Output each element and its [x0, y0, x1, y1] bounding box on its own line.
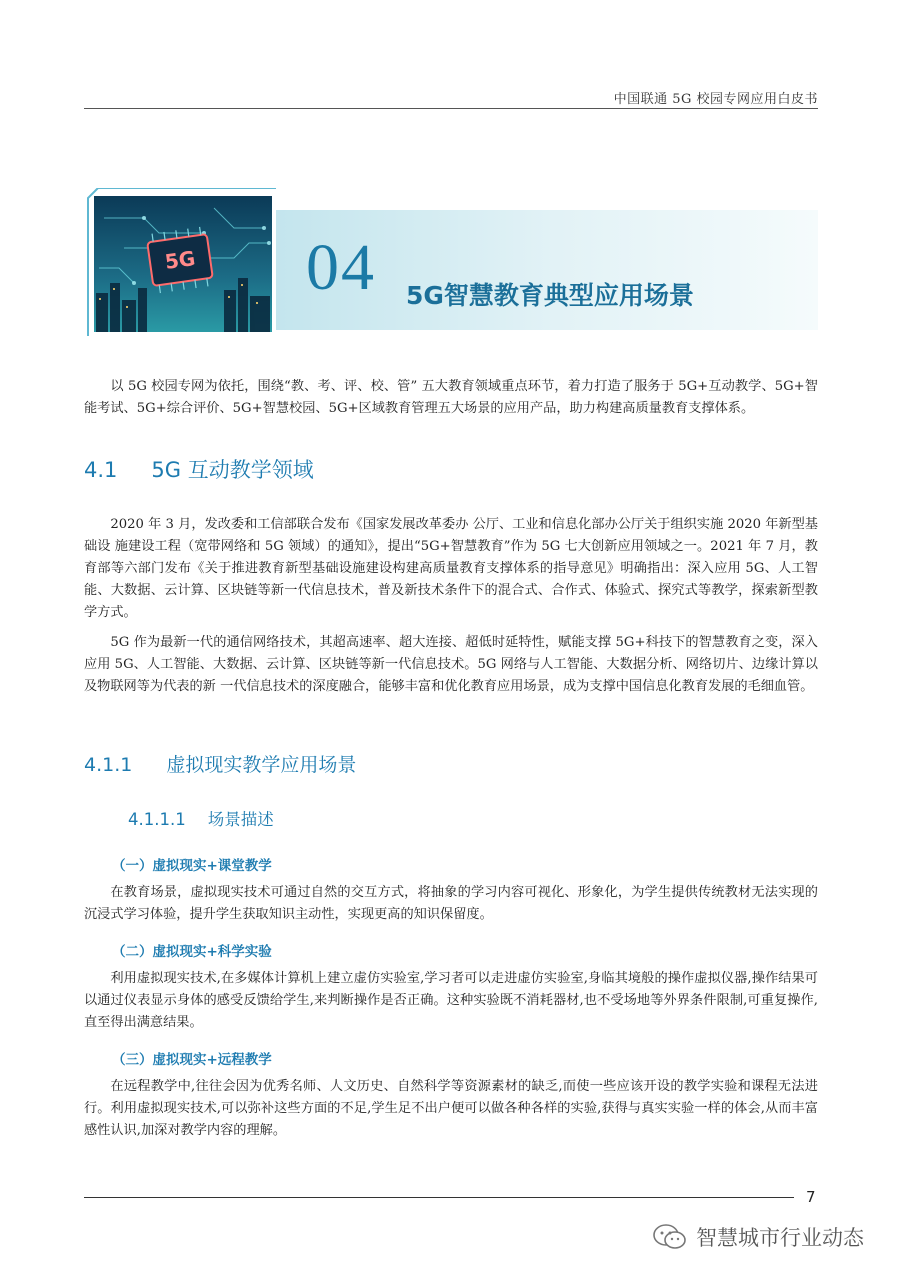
paragraph-vr-science: 利用虚拟现实技术,在多媒体计算机上建立虚仿实验室,学习者可以走进虚仿实验室,身临其境般的操作虚拟仪器,操作结果可以通过仪表显示身体的感受反馈给学生,来判断操作是否正确。这种实验既不消耗器材,也不受场地等外界条件限制,可重复操作,直至得出满意结果。 — [84, 971, 818, 1030]
section-4-1-1-1-heading — [128, 806, 274, 830]
section-number: 4.1.1 — [84, 754, 133, 776]
section-title: 场景描述 — [207, 810, 274, 829]
paragraph-vr-classroom: 在教育场景，虚拟现实技术可通过自然的交互方式，将抽象的学习内容可视化、形象化，为学生提供传统教材无法实现的沉浸式学习体验，提升学生获取知识主动性，实现更高的知识保留度。 — [84, 885, 818, 922]
subheading-vr-remote: （三）虚拟现实+远程教学 — [112, 1052, 272, 1068]
section-title: 5G 互动教学领域 — [151, 458, 314, 482]
section-number: 4.1 — [84, 458, 118, 482]
section-4-1-heading — [84, 454, 314, 484]
subheading-vr-classroom: （一）虚拟现实+课堂教学 — [112, 858, 272, 874]
section-number: 4.1.1.1 — [128, 810, 186, 829]
chapter-number: 04 — [306, 231, 376, 304]
wechat-icon — [652, 1222, 688, 1252]
section-4-1-paragraph-2: 5G 作为最新一代的通信网络技术，其超高速率、超大连接、超低时延特性，赋能支撑 5G+科技下的智慧教育之变，深入应用 5G、人工智能、大数据、云计算、区块链等新一代信息技术。5G 网络与人工智能、大数据分析、网络切片、边缘计算以及物联网等为代表的新 一代信息技术的深度融合，能够丰富和优化教育应用场景，成为支撑中国信息化教育发展的毛细血管。 — [84, 635, 818, 694]
footer-rule — [84, 1197, 794, 1198]
paragraph-vr-remote: 在远程教学中,往往会因为优秀名师、人文历史、自然科学等资源素材的缺乏,而使一些应该开设的教学实验和课程无法进行。利用虚拟现实技术,可以弥补这些方面的不足,学生足不出户便可以做各种各样的实验,获得与真实实验一样的体会,从而丰富感性认识,加深对教学内容的理解。 — [84, 1079, 818, 1138]
subheading-vr-science: （二）虚拟现实+科学实验 — [112, 944, 272, 960]
chip-label: 5G — [163, 246, 197, 274]
page-number: 7 — [806, 1188, 816, 1206]
chapter-image — [84, 188, 276, 336]
header-rule — [84, 108, 818, 109]
page-header-title: 中国联通 5G 校园专网应用白皮书 — [613, 92, 818, 107]
chapter-banner — [84, 188, 818, 336]
section-title: 虚拟现实教学应用场景 — [166, 754, 357, 776]
intro-paragraph: 以 5G 校园专网为依托，围绕“教、考、评、校、管” 五大教育领域重点环节，着力打造了服务于 5G+互动教学、5G+智能考试、5G+综合评价、5G+智慧校园、5G+区域教育管理五大场景的应用产品，助力构建高质量教育支撑体系。 — [84, 379, 818, 416]
section-4-1-1-heading — [84, 750, 356, 777]
chapter-title: 5G智慧教育典型应用场景 — [406, 281, 694, 310]
watermark-text: 智慧城市行业动态 — [696, 1226, 864, 1250]
watermark — [652, 1220, 864, 1254]
section-4-1-paragraph-1: 2020 年 3 月，发改委和工信部联合发布《国家发展改革委办 公厅、工业和信息化部办公厅关于组织实施 2020 年新型基础设 施建设工程（宽带网络和 5G 领域）的通知》，提出“5G+智慧教育”作为 5G 七大创新应用领域之一。2021 年 7 月，教育部等六部门发布《关于推进教育新型基础设施建设构建高质量教育支撑体系的指导意见》明确指出：深入应用 5G、人工智能、大数据、云计算、区块链等新一代信息技术，普及新技术条件下的混合式、合作式、体验式、探究式等教学，探索新型教学方式。 — [84, 517, 818, 620]
